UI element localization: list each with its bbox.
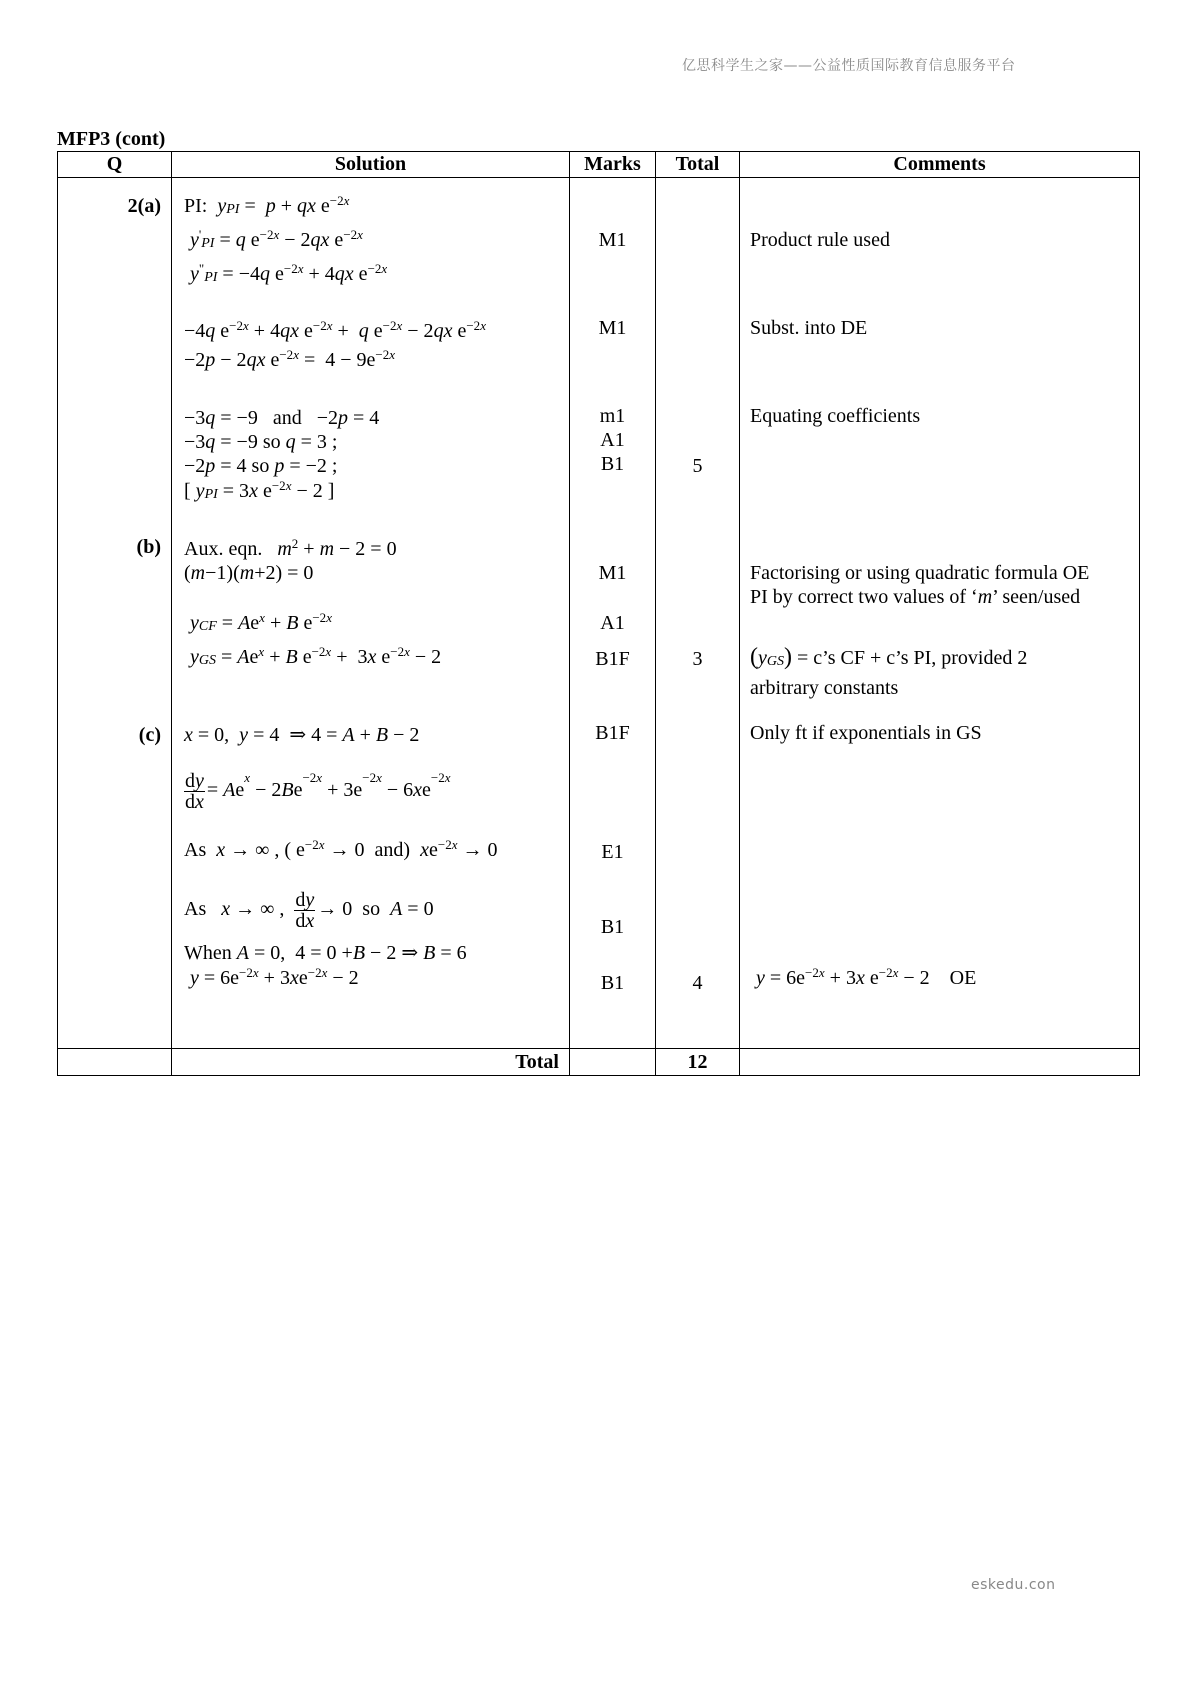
mark-code: M1 bbox=[598, 317, 627, 339]
solution-line: As x → ∞ , ( $e^{-2x} \to 0$ and) $xe^{-2x} \to 0$ bbox=[184, 837, 498, 861]
solution-line: $y'_{PI} = q$ $e^{-2x} - 2qx$ $e^{-2x}$ bbox=[190, 227, 363, 251]
comment-text-part: ’ seen/used bbox=[992, 586, 1081, 608]
mark-code: E1 bbox=[601, 841, 624, 863]
solution-line: −4q $e^{-2x} + 4qx$ $e^{-2x} + q$ $e^{-2x} - 2qx$ $e^{-2x}$ bbox=[184, 318, 486, 342]
grand-total: 12 bbox=[656, 1049, 740, 1076]
comment-text-part: = c’s CF + c’s PI, provided 2 bbox=[792, 647, 1028, 669]
mark-code: B1 bbox=[600, 916, 625, 938]
header-marks: Marks bbox=[570, 152, 656, 178]
solution-line: PI: $y_{PI} = p$ + qx $e^{-2x}$ bbox=[184, 193, 350, 217]
header-comments: Comments bbox=[740, 152, 1140, 178]
comment-text-part: OE bbox=[949, 967, 977, 989]
comment-text: Equating coefficients bbox=[750, 405, 921, 427]
comment-text: $(y_{GS})$ = c’s CF + c’s PI, provided 2 bbox=[750, 644, 1028, 670]
derivative-fraction: $\frac{dy}{dx}$ bbox=[185, 770, 204, 813]
part-label-c: (c) bbox=[138, 724, 161, 746]
solution-line: −2p − 2qx $e^{-2x} = 4 - 9e^{-2x}$ bbox=[184, 347, 396, 371]
part-total: 4 bbox=[692, 972, 703, 994]
solution-line: Aux. eqn. $m^2 + m - 2 = 0$ bbox=[184, 536, 397, 560]
comment-text: Factorising or using quadratic formula OE bbox=[750, 562, 1090, 584]
solution-line: [ $y_{PI} = 3x$ $e^{-2x} - 2$ ] bbox=[184, 478, 335, 502]
comments-cell bbox=[740, 178, 1140, 1049]
header-solution: Solution bbox=[172, 152, 570, 178]
solution-line: $\frac{dy}{dx}$ = $Ae^x - 2Be^{-2x} + 3e^{-2x} - 6xe^{-2x}$ bbox=[185, 770, 451, 813]
comment-text: $y = 6e^{-2x} + 3x$ $e^{-2x} - 2$ OE bbox=[756, 965, 977, 989]
comment-text: Only ft if exponentials in GS bbox=[750, 722, 982, 744]
mark-code: M1 bbox=[598, 229, 627, 251]
mark-scheme-table bbox=[57, 151, 1140, 1076]
section-title: MFP3 (cont) bbox=[57, 128, 166, 150]
mark-code: B1 bbox=[600, 972, 625, 994]
solution-line: x = 0, y = 4 ⇒ 4 = A + B − 2 bbox=[184, 724, 420, 746]
solution-line: $y_{CF} = Ae^x + B$ $e^{-2x}$ bbox=[190, 610, 332, 634]
comment-text: Product rule used bbox=[750, 229, 890, 251]
solution-line: −2p = 4 so p = −2 ; bbox=[184, 455, 338, 477]
header-watermark: 亿思科学生之家——公益性质国际教育信息服务平台 bbox=[682, 58, 1016, 74]
comment-variable: m bbox=[977, 586, 993, 608]
mark-code: M1 bbox=[598, 562, 627, 584]
total-cell bbox=[656, 178, 740, 1049]
part-total: 5 bbox=[692, 455, 703, 477]
total-label: Total bbox=[172, 1049, 570, 1076]
table-header-row bbox=[58, 152, 1140, 178]
mark-code: B1F bbox=[595, 722, 630, 744]
total-row-q bbox=[58, 1049, 172, 1076]
table-body-row bbox=[58, 178, 1140, 1049]
q-cell bbox=[58, 178, 172, 1049]
solution-line: As x → ∞ , $\frac{dy}{dx}$ → 0 so A = 0 bbox=[184, 889, 434, 932]
solution-line: When A = 0, 4 = 0 +B − 2 ⇒ B = 6 bbox=[184, 942, 467, 964]
solution-line: $y^"_{PI} = -4q$ $e^{-2x} + 4qx$ $e^{-2x}$ bbox=[190, 261, 388, 285]
mark-code: m1 bbox=[599, 405, 626, 427]
comment-text: Subst. into DE bbox=[750, 317, 868, 339]
derivative-fraction: $\frac{dy}{dx}$ bbox=[295, 889, 315, 932]
header-total: Total bbox=[656, 152, 740, 178]
total-row-comments bbox=[740, 1049, 1140, 1076]
header-q: Q bbox=[58, 152, 172, 178]
total-row-marks bbox=[570, 1049, 656, 1076]
mark-code: B1 bbox=[600, 453, 625, 475]
total-row bbox=[58, 1049, 1140, 1076]
solution-line: (m−1)(m+2) = 0 bbox=[184, 562, 314, 584]
comment-text bbox=[750, 585, 1080, 609]
mark-code: A1 bbox=[600, 429, 625, 451]
footer-watermark: eskedu.con bbox=[971, 1577, 1056, 1593]
part-label-a: 2(a) bbox=[127, 195, 161, 217]
mark-code: B1F bbox=[595, 648, 630, 670]
solution-line: −3q = −9 so q = 3 ; bbox=[184, 431, 338, 453]
comment-text-part: PI by correct two values of ‘ bbox=[750, 586, 978, 608]
solution-line: −3q = −9 and −2p = 4 bbox=[184, 407, 380, 429]
part-label-b: (b) bbox=[136, 536, 161, 558]
marks-cell bbox=[570, 178, 656, 1049]
comment-text: arbitrary constants bbox=[750, 677, 899, 699]
part-total: 3 bbox=[692, 648, 703, 670]
solution-line: $y = 6e^{-2x} + 3xe^{-2x} - 2$ bbox=[190, 965, 359, 989]
solution-line: $y_{GS} = Ae^x + B$ $e^{-2x} + 3x$ $e^{-2x} - 2$ bbox=[190, 644, 442, 668]
mark-code: A1 bbox=[600, 612, 625, 634]
solution-cell bbox=[172, 178, 570, 1049]
